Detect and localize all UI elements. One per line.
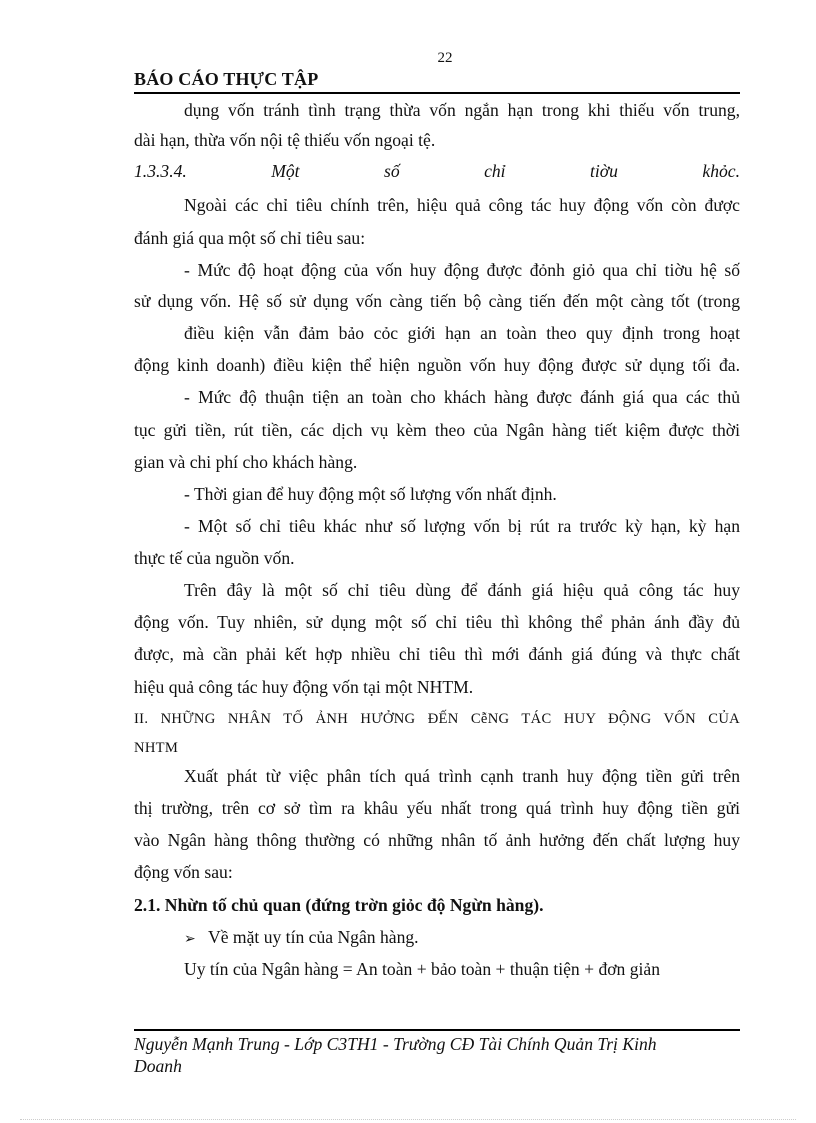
paragraph-line: động vốn sau:: [134, 862, 233, 882]
footer-line-1: Nguyễn Mạnh Trung - Lớp C3TH1 - Trường CĐ Tài Chính Quản Trị Kinh: [134, 1034, 657, 1054]
paragraph-line: Ngoài các chỉ tiêu chính trên, hiệu quả công tác huy động vốn còn được: [184, 195, 740, 215]
paragraph-line: hiệu quả công tác huy động vốn tại một NHTM.: [134, 677, 474, 697]
header-title: BÁO CÁO THỰC TẬP: [134, 69, 319, 89]
paragraph-line: Uy tín của Ngân hàng = An toàn + bảo toàn + thuận tiện + đơn giản: [184, 959, 661, 979]
paragraph-line: được, mà cần phải kết hợp nhiều chỉ tiêu thì mới đánh giá đúng và thực chất: [134, 644, 740, 664]
paragraph-line: thực tế của nguồn vốn.: [134, 548, 295, 568]
page-bottom-border: [20, 1119, 796, 1120]
paragraph-line: Trên đây là một số chỉ tiêu dùng để đánh giá hiệu quả công tác huy: [184, 580, 740, 600]
paragraph-line: đánh giá qua một số chỉ tiêu sau:: [134, 228, 366, 248]
page-number: 22: [437, 50, 453, 66]
section-heading-1-3-3-4: 1.3.3.4. Một số chỉ tiờu khỏc.: [134, 161, 740, 181]
paragraph-line: tục gửi tiền, rút tiền, các dịch vụ kèm theo của Ngân hàng tiết kiệm được thời: [134, 420, 740, 440]
paragraph-line: sử dụng vốn. Hệ số sử dụng vốn càng tiến bộ càng tiến đến một càng tốt (trong: [134, 291, 740, 311]
paragraph-line: thị trường, trên cơ sở tìm ra khâu yếu nhất trong quá trình huy động tiền gửi: [134, 798, 740, 818]
paragraph-line: động vốn. Tuy nhiên, sử dụng một số chỉ tiêu thì không thể phản ánh đầy đủ: [134, 612, 740, 632]
section-heading-ii: II. NHỮNG NHÂN TỐ ẢNH HƯỞNG ĐẾN CễNG TÁC HUY ĐỘNG VỐN CỦA: [134, 711, 740, 727]
paragraph-line: động kinh doanh) điều kiện thể hiện nguồn vốn huy động được sử dụng tối đa.: [134, 355, 740, 375]
header-rule: [134, 92, 740, 94]
paragraph-line: - Thời gian để huy động một số lượng vốn nhất định.: [184, 484, 557, 504]
paragraph-line: - Một số chỉ tiêu khác như số lượng vốn bị rút ra trước kỳ hạn, kỳ hạn: [184, 516, 740, 536]
bullet-item: [184, 925, 740, 952]
bullet-text: Về mặt uy tín của Ngân hàng.: [208, 927, 419, 947]
paragraph-line: - Mức độ thuận tiện an toàn cho khách hàng được đánh giá qua các thủ: [184, 387, 740, 407]
paragraph-line: vào Ngân hàng thông thường có những nhân tố ảnh hưởng đến chất lượng huy: [134, 830, 740, 850]
footer-line-2: Doanh: [134, 1056, 182, 1076]
paragraph-line: Xuất phát từ việc phân tích quá trình cạnh tranh huy động tiền gửi trên: [184, 766, 740, 786]
paragraph-line: dụng vốn tránh tình trạng thừa vốn ngắn hạn trong khi thiếu vốn trung,: [184, 100, 740, 120]
section-heading-ii-cont: NHTM: [134, 740, 179, 756]
arrow-bullet-icon: ➢: [184, 932, 196, 947]
paragraph-line: dài hạn, thừa vốn nội tệ thiếu vốn ngoại tệ.: [134, 130, 436, 150]
paragraph-line: gian và chi phí cho khách hàng.: [134, 452, 358, 472]
paragraph-line: điều kiện vẫn đảm bảo cỏc giới hạn an toàn theo quy định trong hoạt: [184, 323, 740, 343]
paragraph-line: - Mức độ hoạt động của vốn huy động được đỏnh giỏ qua chỉ tiờu hệ số: [184, 260, 740, 280]
section-heading-2-1: 2.1. Nhừn tố chủ quan (đứng trờn giỏc độ Ngừn hàng).: [134, 895, 544, 915]
footer-rule: [134, 1029, 740, 1031]
